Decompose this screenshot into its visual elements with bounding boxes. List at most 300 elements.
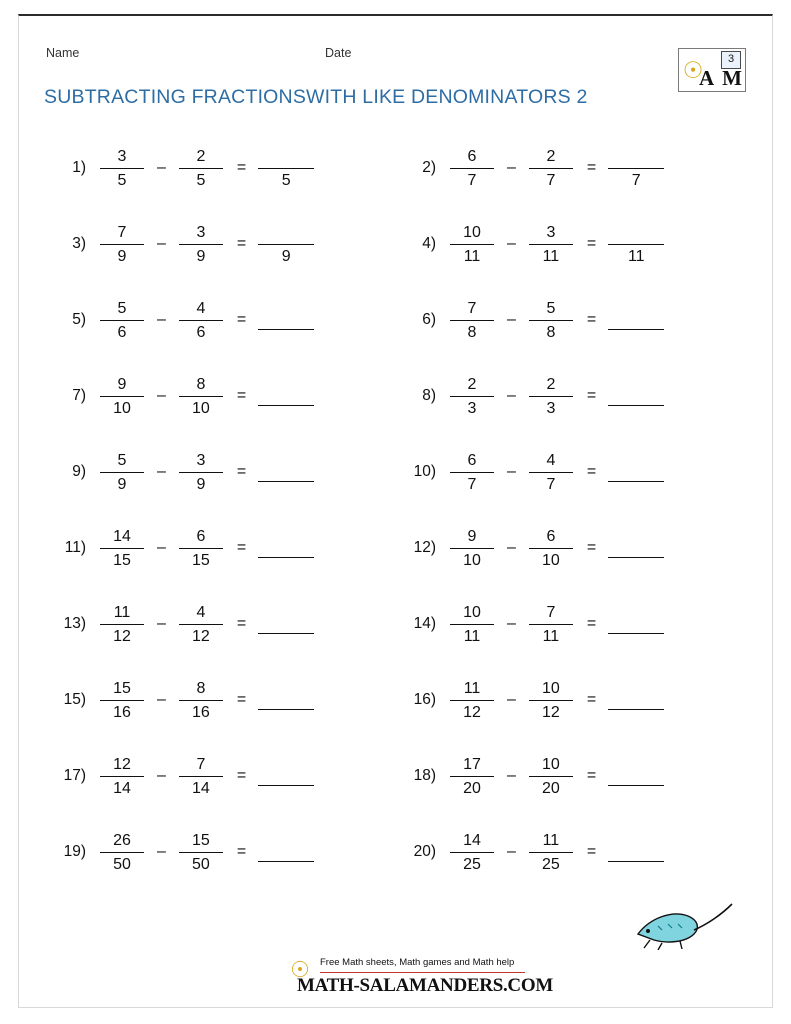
numerator: 10 (463, 603, 481, 621)
denominator: 15 (113, 551, 131, 569)
problem-number: 7) (72, 387, 86, 404)
fraction-second (523, 147, 579, 190)
answer-blank[interactable] (254, 612, 318, 636)
problem-number: 20) (413, 843, 436, 860)
fraction-bar (450, 624, 494, 625)
numerator: 6 (546, 527, 556, 545)
denominator: 11 (542, 247, 560, 265)
denominator: 6 (117, 323, 127, 341)
fraction-first (94, 147, 150, 190)
fraction-bar (100, 852, 144, 853)
numerator: 10 (542, 679, 560, 697)
answer-blank[interactable] (604, 147, 668, 190)
equals-sign: = (586, 767, 597, 784)
footer-divider (320, 972, 525, 973)
numerator: 8 (196, 375, 206, 393)
problem-item (40, 206, 390, 282)
numerator: 5 (117, 451, 127, 469)
fraction-first (444, 299, 500, 342)
fraction-bar (608, 244, 664, 245)
numerator: 11 (113, 603, 131, 621)
problems-grid (40, 130, 740, 890)
numerator: 15 (113, 679, 131, 697)
numerator: 2 (546, 147, 556, 165)
answer-blank[interactable] (254, 460, 318, 484)
fraction-bar (608, 405, 664, 406)
minus-sign: – (157, 767, 166, 784)
numerator: 2 (467, 375, 477, 393)
fraction-bar (100, 548, 144, 549)
fraction-bar (100, 472, 144, 473)
salamander-icon: ☉ (290, 957, 310, 982)
numerator: 15 (192, 831, 210, 849)
answer-blank[interactable] (254, 688, 318, 712)
problem-number: 1) (72, 159, 86, 176)
name-label: Name (46, 46, 80, 60)
numerator: 9 (117, 375, 127, 393)
equals-sign: = (236, 767, 247, 784)
answer-blank[interactable] (254, 536, 318, 560)
denominator: 15 (192, 551, 210, 569)
fraction-bar (529, 396, 573, 397)
footer-url: MATH-SALAMANDERS.COM (297, 975, 553, 996)
problem-item (40, 814, 390, 890)
answer-blank[interactable] (604, 688, 668, 712)
answer-blank[interactable] (254, 840, 318, 864)
answer-blank[interactable] (604, 308, 668, 332)
fraction-bar (450, 396, 494, 397)
problem-item (390, 814, 740, 890)
numerator: 3 (117, 147, 127, 165)
problem-row (40, 358, 740, 434)
equals-sign: = (586, 691, 597, 708)
fraction-bar (450, 700, 494, 701)
fraction-second (173, 527, 229, 570)
numerator: 3 (546, 223, 556, 241)
fraction-bar (450, 244, 494, 245)
equals-sign: = (586, 843, 597, 860)
numerator: 11 (463, 679, 481, 697)
fraction-bar (100, 396, 144, 397)
answer-blank[interactable] (604, 460, 668, 484)
fraction-bar (179, 472, 223, 473)
equals-sign: = (236, 463, 247, 480)
problem-item (390, 738, 740, 814)
minus-sign: – (157, 387, 166, 404)
answer-blank[interactable] (604, 612, 668, 636)
answer-blank[interactable] (604, 764, 668, 788)
denominator: 5 (196, 171, 206, 189)
problem-row (40, 130, 740, 206)
logo-letter-m: M (722, 66, 742, 90)
denominator: 8 (467, 323, 477, 341)
grade-badge: 3 (721, 51, 741, 69)
problem-number: 10) (413, 463, 436, 480)
equals-sign: = (236, 159, 247, 176)
numerator: 9 (467, 527, 477, 545)
fraction-bar (258, 633, 314, 634)
denominator: 16 (192, 703, 210, 721)
equals-sign: = (236, 387, 247, 404)
fraction-second (173, 375, 229, 418)
denominator: 12 (463, 703, 481, 721)
fraction-second (523, 299, 579, 342)
fraction-bar (608, 557, 664, 558)
answer-denominator: 7 (631, 171, 641, 189)
fraction-bar (450, 852, 494, 853)
fraction-second (173, 831, 229, 874)
fraction-bar (179, 396, 223, 397)
fraction-first (94, 755, 150, 798)
fraction-second (173, 299, 229, 342)
fraction-bar (529, 472, 573, 473)
minus-sign: – (507, 387, 516, 404)
numerator: 7 (546, 603, 556, 621)
fraction-first (94, 527, 150, 570)
numerator: 7 (117, 223, 127, 241)
fraction-first (444, 527, 500, 570)
problem-item (390, 434, 740, 510)
numerator: 4 (546, 451, 556, 469)
fraction-bar (529, 320, 573, 321)
numerator: 5 (117, 299, 127, 317)
numerator: 8 (196, 679, 206, 697)
problem-number: 14) (413, 615, 436, 632)
denominator: 11 (463, 627, 481, 645)
fraction-second (173, 223, 229, 266)
denominator: 16 (113, 703, 131, 721)
denominator: 8 (546, 323, 556, 341)
problem-item (40, 586, 390, 662)
numerator: 2 (546, 375, 556, 393)
fraction-bar (608, 785, 664, 786)
denominator: 25 (542, 855, 560, 873)
fraction-first (94, 679, 150, 722)
numerator: 3 (196, 223, 206, 241)
answer-denominator: 5 (281, 171, 291, 189)
fraction-bar (529, 700, 573, 701)
problem-number: 11) (64, 539, 86, 556)
fraction-second (173, 147, 229, 190)
problem-number: 17) (63, 767, 86, 784)
problem-row (40, 738, 740, 814)
logo-letter-a: A (699, 66, 715, 90)
equals-sign: = (236, 539, 247, 556)
problem-row (40, 814, 740, 890)
fraction-first (444, 375, 500, 418)
fraction-bar (100, 624, 144, 625)
denominator: 12 (192, 627, 210, 645)
numerator: 7 (196, 755, 206, 773)
fraction-bar (608, 633, 664, 634)
denominator: 14 (192, 779, 210, 797)
fraction-first (444, 451, 500, 494)
problem-row (40, 282, 740, 358)
denominator: 3 (467, 399, 477, 417)
fraction-bar (258, 785, 314, 786)
footer (285, 955, 555, 1005)
numerator: 14 (113, 527, 131, 545)
equals-sign: = (236, 691, 247, 708)
problem-number: 8) (422, 387, 436, 404)
fraction-bar (179, 244, 223, 245)
numerator: 12 (113, 755, 131, 773)
fraction-bar (179, 700, 223, 701)
equals-sign: = (236, 235, 247, 252)
fraction-bar (608, 861, 664, 862)
minus-sign: – (507, 767, 516, 784)
numerator: 26 (113, 831, 131, 849)
answer-blank[interactable] (604, 536, 668, 560)
denominator: 3 (546, 399, 556, 417)
problem-number: 13) (63, 615, 86, 632)
problem-item (40, 282, 390, 358)
minus-sign: – (157, 235, 166, 252)
denominator: 7 (546, 171, 556, 189)
problem-number: 4) (422, 235, 436, 252)
fraction-second (523, 223, 579, 266)
salamander-icon: ☉ (682, 57, 704, 83)
fraction-bar (100, 168, 144, 169)
fraction-bar (608, 168, 664, 169)
lizard-illustration (628, 898, 738, 950)
fraction-second (523, 375, 579, 418)
footer-tagline: Free Math sheets, Math games and Math help (320, 957, 515, 968)
math-salamanders-logo (678, 48, 746, 92)
fraction-bar (608, 709, 664, 710)
fraction-bar (179, 168, 223, 169)
fraction-bar (450, 168, 494, 169)
denominator: 50 (192, 855, 210, 873)
denominator: 10 (192, 399, 210, 417)
minus-sign: – (507, 615, 516, 632)
problem-row (40, 662, 740, 738)
date-label: Date (325, 46, 352, 60)
answer-blank[interactable] (254, 764, 318, 788)
fraction-bar (529, 548, 573, 549)
equals-sign: = (586, 463, 597, 480)
fraction-second (523, 603, 579, 646)
denominator: 25 (463, 855, 481, 873)
denominator: 9 (196, 247, 206, 265)
problem-item (40, 434, 390, 510)
equals-sign: = (586, 311, 597, 328)
numerator: 10 (463, 223, 481, 241)
fraction-bar (100, 700, 144, 701)
minus-sign: – (507, 159, 516, 176)
equals-sign: = (586, 387, 597, 404)
minus-sign: – (157, 615, 166, 632)
fraction-bar (258, 168, 314, 169)
equals-sign: = (586, 159, 597, 176)
fraction-bar (179, 624, 223, 625)
fraction-first (94, 603, 150, 646)
numerator: 6 (467, 147, 477, 165)
equals-sign: = (236, 843, 247, 860)
fraction-bar (100, 776, 144, 777)
fraction-bar (450, 776, 494, 777)
answer-blank[interactable] (254, 147, 318, 190)
numerator: 10 (542, 755, 560, 773)
page-title: SUBTRACTING FRACTIONSWITH LIKE DENOMINATORS 2 (44, 86, 588, 108)
fraction-bar (258, 329, 314, 330)
numerator: 2 (196, 147, 206, 165)
fraction-bar (529, 776, 573, 777)
fraction-bar (529, 624, 573, 625)
problem-item (40, 738, 390, 814)
fraction-bar (529, 168, 573, 169)
answer-blank[interactable] (254, 223, 318, 266)
answer-blank[interactable] (254, 384, 318, 408)
problem-item (390, 358, 740, 434)
fraction-bar (450, 548, 494, 549)
denominator: 20 (463, 779, 481, 797)
problem-number: 3) (72, 235, 86, 252)
minus-sign: – (157, 311, 166, 328)
numerator: 14 (463, 831, 481, 849)
fraction-first (444, 755, 500, 798)
numerator: 11 (542, 831, 560, 849)
answer-blank[interactable] (604, 384, 668, 408)
denominator: 5 (117, 171, 127, 189)
numerator: 4 (196, 299, 206, 317)
fraction-second (173, 755, 229, 798)
fraction-first (444, 147, 500, 190)
fraction-bar (608, 329, 664, 330)
minus-sign: – (507, 539, 516, 556)
fraction-first (94, 831, 150, 874)
problem-number: 6) (422, 311, 436, 328)
fraction-bar (258, 557, 314, 558)
fraction-bar (179, 548, 223, 549)
denominator: 7 (467, 171, 477, 189)
problem-item (390, 130, 740, 206)
fraction-bar (450, 472, 494, 473)
denominator: 10 (463, 551, 481, 569)
denominator: 10 (113, 399, 131, 417)
fraction-first (94, 451, 150, 494)
problem-number: 16) (413, 691, 436, 708)
denominator: 7 (546, 475, 556, 493)
problem-row (40, 206, 740, 282)
fraction-bar (529, 244, 573, 245)
problem-item (40, 662, 390, 738)
denominator: 6 (196, 323, 206, 341)
fraction-first (444, 679, 500, 722)
fraction-bar (258, 709, 314, 710)
numerator: 5 (546, 299, 556, 317)
answer-blank[interactable] (604, 223, 668, 266)
problem-item (40, 358, 390, 434)
problem-number: 12) (413, 539, 436, 556)
fraction-bar (179, 320, 223, 321)
problem-item (40, 510, 390, 586)
denominator: 50 (113, 855, 131, 873)
problem-item (40, 130, 390, 206)
minus-sign: – (507, 311, 516, 328)
fraction-bar (179, 852, 223, 853)
minus-sign: – (507, 463, 516, 480)
fraction-second (523, 679, 579, 722)
denominator: 12 (542, 703, 560, 721)
numerator: 4 (196, 603, 206, 621)
minus-sign: – (157, 463, 166, 480)
numerator: 6 (467, 451, 477, 469)
answer-denominator: 11 (627, 247, 645, 265)
fraction-second (523, 755, 579, 798)
problem-item (390, 282, 740, 358)
numerator: 7 (467, 299, 477, 317)
problem-item (390, 586, 740, 662)
fraction-bar (100, 320, 144, 321)
numerator: 3 (196, 451, 206, 469)
fraction-first (444, 831, 500, 874)
denominator: 10 (542, 551, 560, 569)
problem-number: 15) (63, 691, 86, 708)
fraction-first (94, 375, 150, 418)
answer-blank[interactable] (254, 308, 318, 332)
problem-row (40, 586, 740, 662)
minus-sign: – (157, 843, 166, 860)
fraction-second (173, 451, 229, 494)
minus-sign: – (157, 539, 166, 556)
problem-row (40, 434, 740, 510)
denominator: 9 (117, 475, 127, 493)
fraction-second (523, 831, 579, 874)
fraction-bar (258, 405, 314, 406)
fraction-second (523, 527, 579, 570)
fraction-first (94, 299, 150, 342)
fraction-bar (529, 852, 573, 853)
fraction-second (173, 679, 229, 722)
answer-denominator: 9 (281, 247, 291, 265)
denominator: 12 (113, 627, 131, 645)
problem-item (390, 510, 740, 586)
minus-sign: – (507, 843, 516, 860)
minus-sign: – (507, 235, 516, 252)
fraction-first (444, 603, 500, 646)
denominator: 14 (113, 779, 131, 797)
equals-sign: = (586, 235, 597, 252)
equals-sign: = (586, 539, 597, 556)
denominator: 20 (542, 779, 560, 797)
problem-item (390, 206, 740, 282)
fraction-bar (608, 481, 664, 482)
problem-row (40, 510, 740, 586)
problem-item (390, 662, 740, 738)
problem-number: 5) (72, 311, 86, 328)
answer-blank[interactable] (604, 840, 668, 864)
numerator: 17 (463, 755, 481, 773)
fraction-first (94, 223, 150, 266)
fraction-bar (100, 244, 144, 245)
minus-sign: – (157, 159, 166, 176)
fraction-bar (258, 861, 314, 862)
numerator: 6 (196, 527, 206, 545)
denominator: 11 (542, 627, 560, 645)
fraction-second (173, 603, 229, 646)
equals-sign: = (586, 615, 597, 632)
fraction-second (523, 451, 579, 494)
denominator: 9 (117, 247, 127, 265)
fraction-first (444, 223, 500, 266)
problem-number: 19) (63, 843, 86, 860)
fraction-bar (179, 776, 223, 777)
problem-number: 9) (72, 463, 86, 480)
fraction-bar (450, 320, 494, 321)
equals-sign: = (236, 615, 247, 632)
denominator: 7 (467, 475, 477, 493)
